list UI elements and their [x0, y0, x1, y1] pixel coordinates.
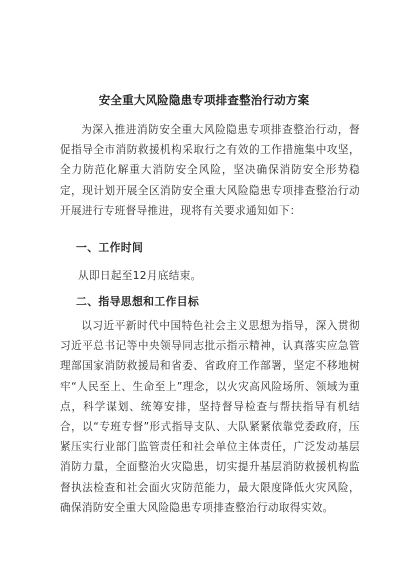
document-title: 安全重大风险隐患专项排查整治行动方案	[98, 93, 310, 107]
section-1-text: 从即日起至12月底结束。	[78, 270, 202, 282]
intro-paragraph: 为深入推进消防安全重大风险隐患专项排查整治行动，督促指导全市消防救援机构采取行之有效的工作措施集中攻坚，全力防范化解重大消防安全风险，坚决确保消防安全形势稳定，现计划开展全区消防安全重大风险隐患专项排查整治行动开展进行专班督导推进，现将有关要求通知如下：	[60, 124, 360, 217]
section-2-paragraph: 以习近平新时代中国特色社会主义思想为指导，深入贯彻习近平总书记等中央领导同志批示指示精神，认真落实应急管理部国家消防救援局和省委、省政府工作部署，坚定不移地树牢“人民至上、生命至上”理念，以火灾高风险场所、领域为重点，科学谋划、统筹安排，坚持督导检查与帮扶指导有机结合，以“专班专督”形式指导支队、大队紧紧依靠党委政府，压紧压实行业部门监管责任和社会单位主体责任，广泛发动基层消防力量，全面整治火灾隐患，切实提升基层消防救援机构监督执法检查和社会面火灾防范能力，最大限度降低火灾风险，确保消防安全重大风险隐患专项排查整治行动取得实效。	[60, 320, 360, 514]
section-2-heading: 二、指导思想和工作目标	[76, 295, 200, 308]
section-1-heading: 一、工作时间	[76, 241, 144, 254]
